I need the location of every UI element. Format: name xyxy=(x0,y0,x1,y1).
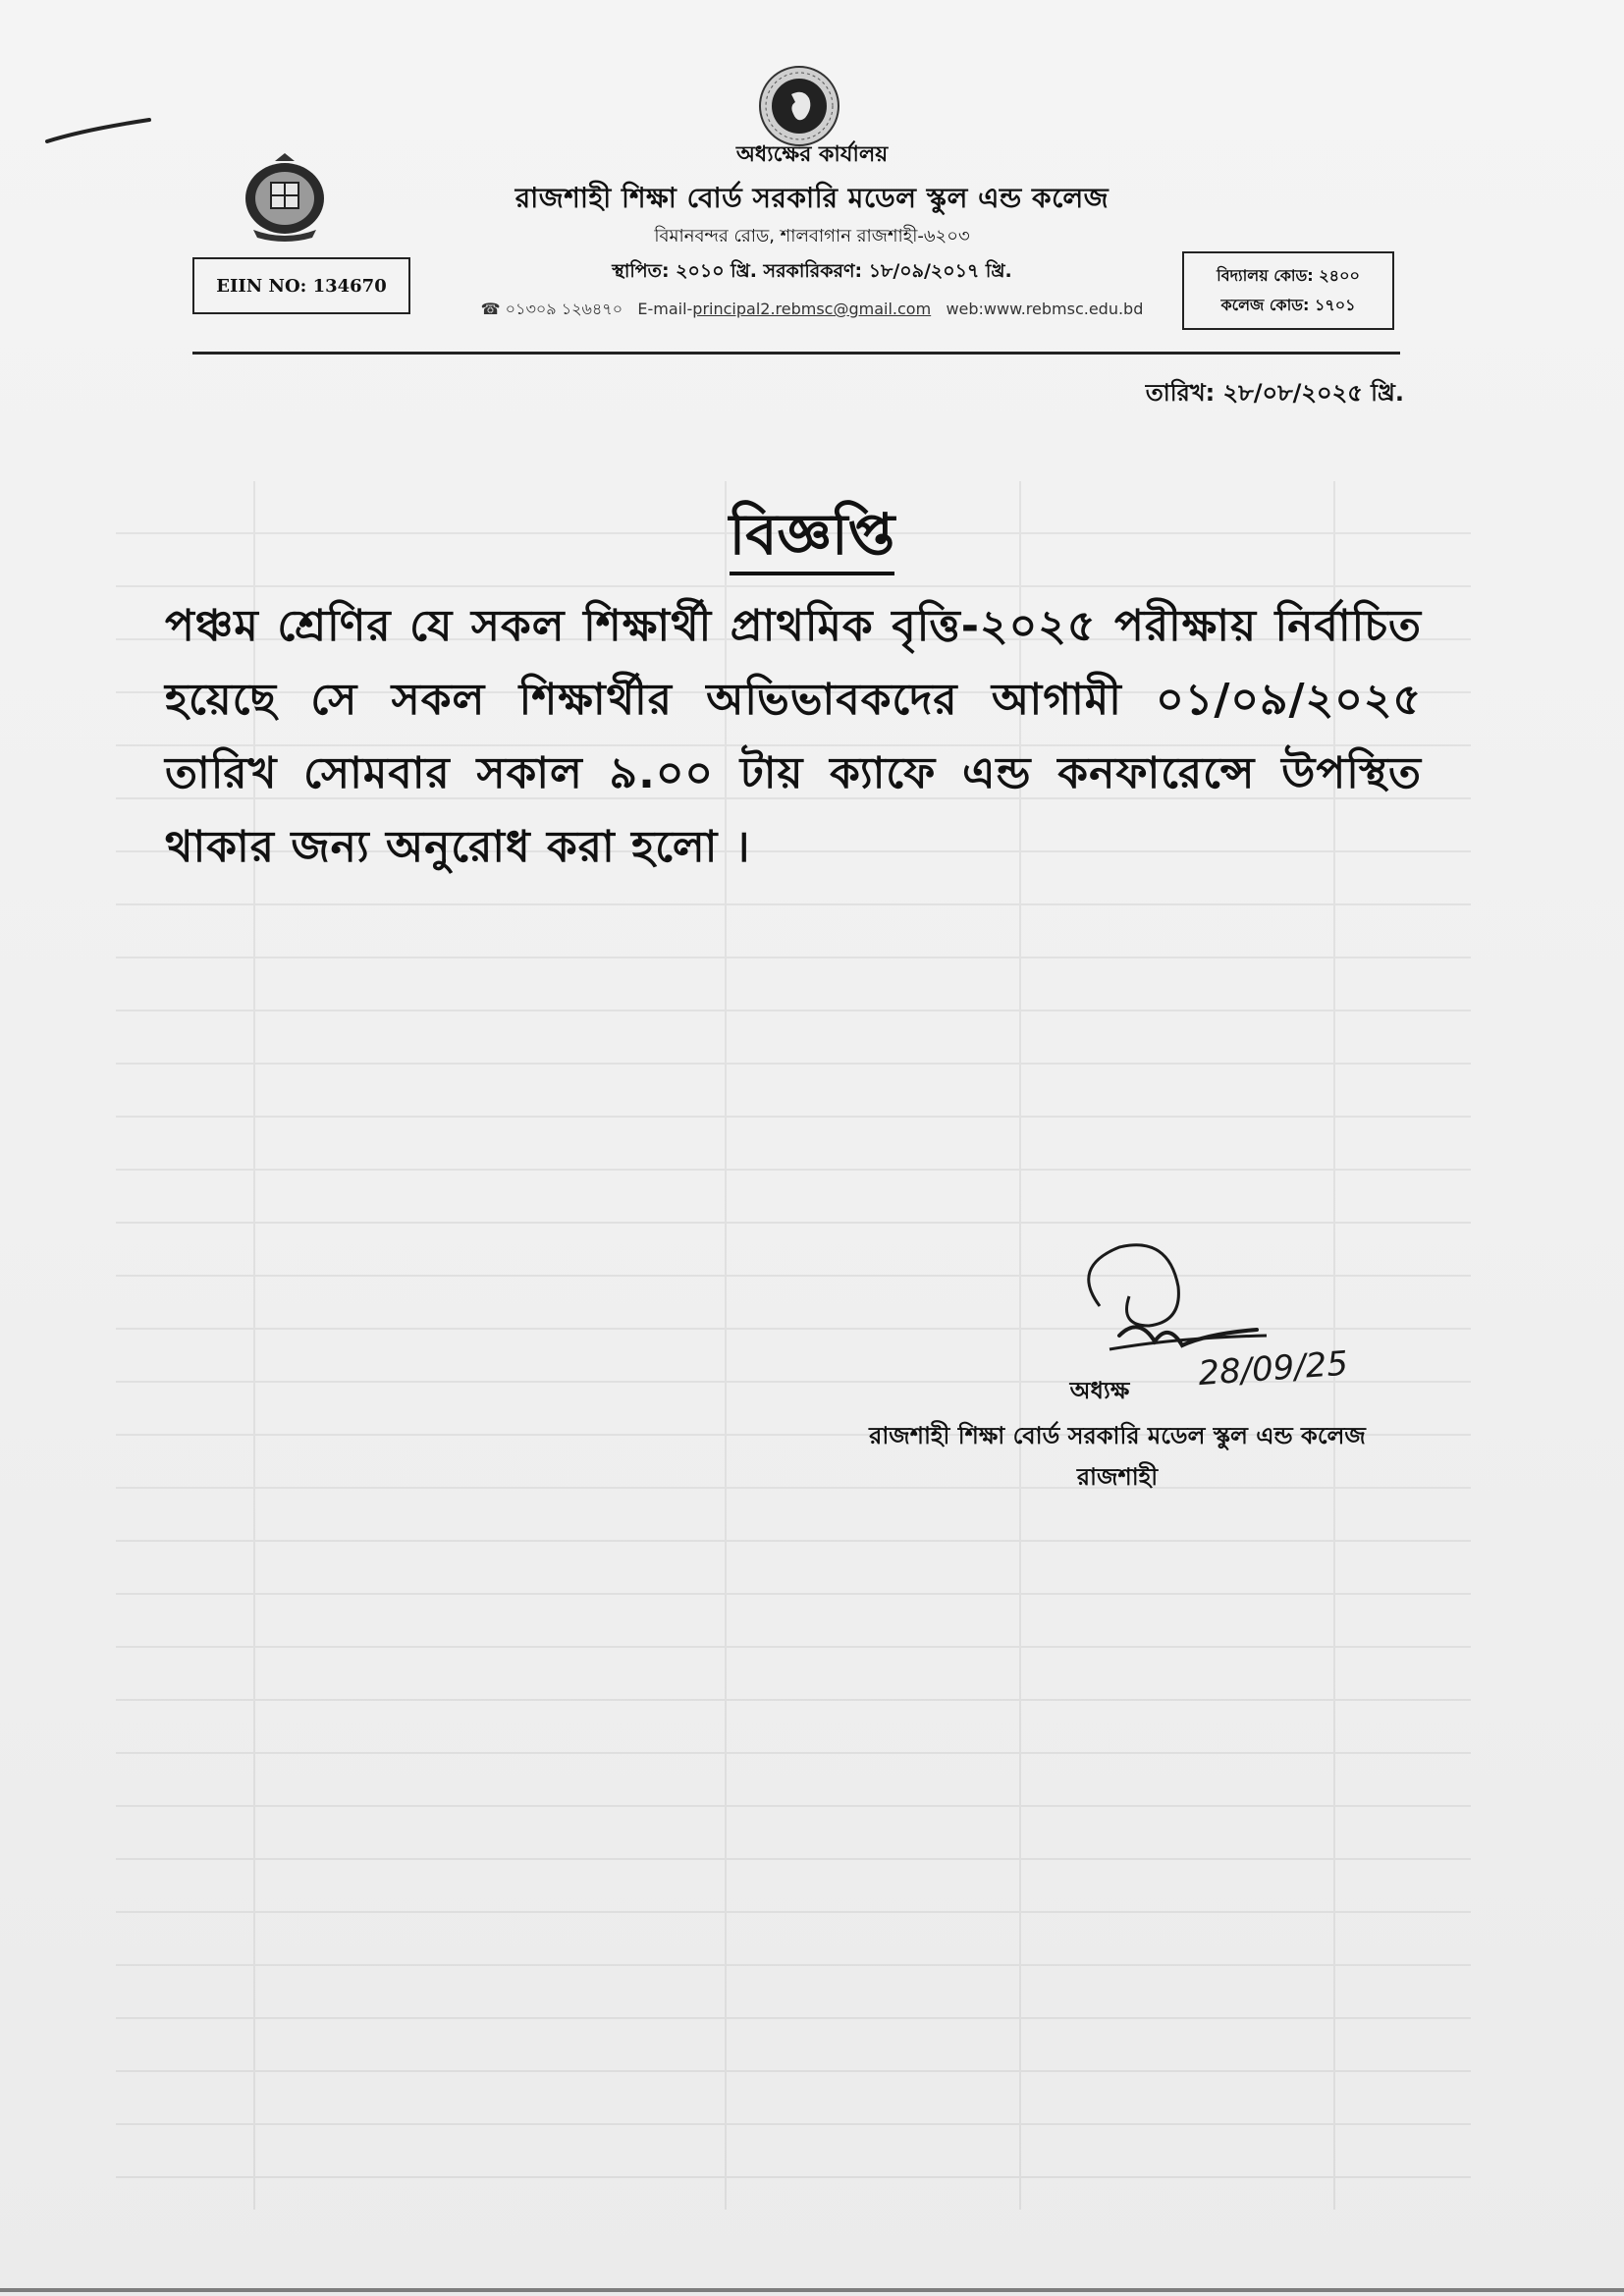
code-box xyxy=(1182,251,1394,330)
school-address: বিমানবন্দর রোড, শালবাগান রাজশাহী-৬২০৩ xyxy=(654,226,970,246)
website-text: web:www.rebmsc.edu.bd xyxy=(946,300,1144,318)
handwritten-signature xyxy=(1060,1228,1394,1394)
notice-date: তারিখ: ২৮/০৮/২০২৫ খ্রি. xyxy=(1145,379,1404,407)
eiin-box: EIIN NO: 134670 xyxy=(192,257,410,314)
notice-title xyxy=(0,491,1624,586)
scan-edge-line xyxy=(0,2288,1624,2292)
handwritten-date: 28/09/25 xyxy=(1197,1343,1350,1394)
email-label: E-mail- xyxy=(637,300,693,318)
notice-title-text: বিজ্ঞপ্তি xyxy=(730,501,895,575)
office-heading: অধ্যক্ষের কার্যালয় xyxy=(735,142,889,167)
college-code: কলেজ কোড: ১৭০১ xyxy=(1220,296,1356,314)
signatory-school: রাজশাহী শিক্ষা বোর্ড সরকারি মডেল স্কুল এন্ড কলেজ xyxy=(869,1422,1366,1449)
notice-body: পঞ্চম শ্রেণির যে সকল শিক্ষার্থী প্রাথমিক বৃত্তি-২০২৫ পরীক্ষায় নির্বাচিত হয়েছে সে সকল শিক্ষার্থীর অভিভাবকদের আগামী ০১/০৯/২০২৫ তারিখ সোমবার সকাল ৯.০০ টায় ক্যাফে এন্ড কনফারেন্সে উপস্থিত থাকার জন্য অনুরোধ করা হলো । xyxy=(165,601,1422,872)
email-link[interactable]: principal2.rebmsc@gmail.com xyxy=(692,300,932,318)
header-divider xyxy=(192,352,1400,355)
signatory-title: অধ্যক্ষ xyxy=(1069,1377,1130,1404)
government-seal-icon xyxy=(758,65,840,147)
signatory-city: রাজশাহী xyxy=(1076,1463,1159,1491)
school-name-heading: রাজশাহী শিক্ষা বোর্ড সরকারি মডেল স্কুল এন্ড কলেজ xyxy=(514,182,1110,214)
phone-number: ০১৩০৯ ১২৬৪৭০ xyxy=(505,300,623,318)
school-code: বিদ্যালয় কোড: ২৪০০ xyxy=(1217,266,1360,285)
established-info: স্থাপিত: ২০১০ খ্রি. সরকারিকরণ: ১৮/০৯/২০১৭ খ্রি. xyxy=(612,260,1012,282)
phone-icon: ☎ xyxy=(480,300,501,318)
